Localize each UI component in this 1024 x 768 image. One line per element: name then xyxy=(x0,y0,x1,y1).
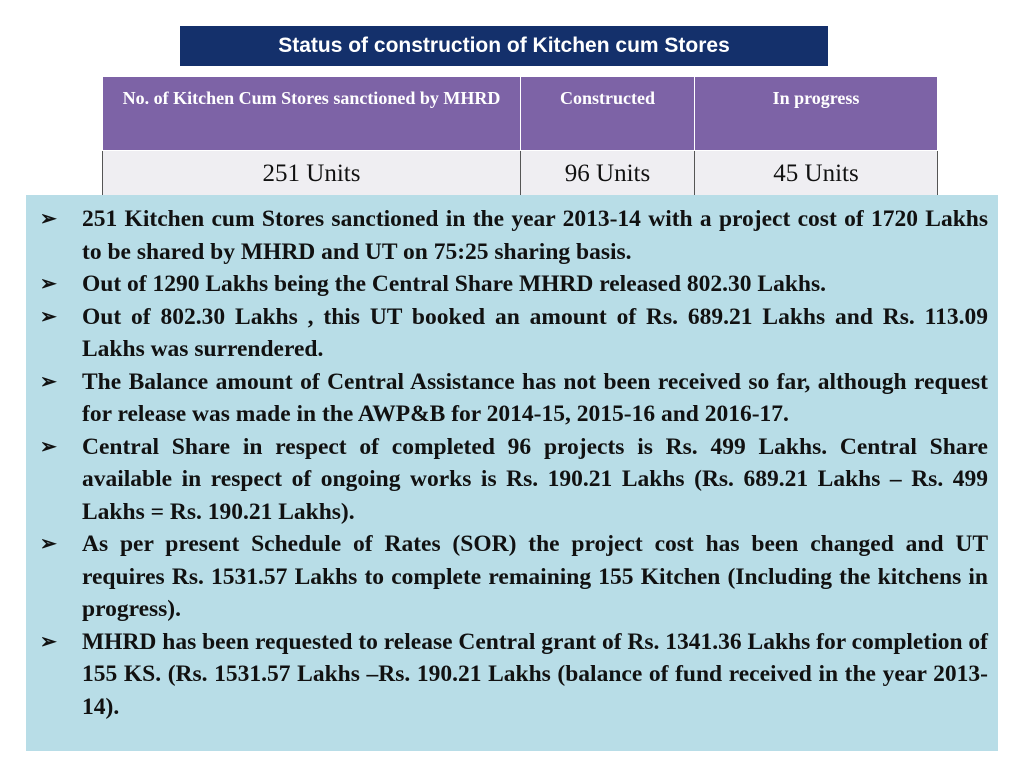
page-title: Status of construction of Kitchen cum Stores xyxy=(180,26,828,66)
arrowhead-bullet-icon: ➢ xyxy=(40,435,57,458)
bullet-list xyxy=(40,203,988,723)
list-item-text: Out of 802.30 Lakhs , this UT booked an amount of Rs. 689.21 Lakhs and Rs. 113.09 Lakhs was surrendered. xyxy=(82,303,988,362)
arrowhead-bullet-icon: ➢ xyxy=(40,630,57,653)
list-item-text: Out of 1290 Lakhs being the Central Share MHRD released 802.30 Lakhs. xyxy=(82,271,826,297)
header-constructed: Constructed xyxy=(521,77,695,151)
arrowhead-bullet-icon: ➢ xyxy=(40,305,57,328)
header-sanctioned: No. of Kitchen Cum Stores sanctioned by MHRD xyxy=(103,77,521,151)
list-item xyxy=(40,301,988,366)
arrowhead-bullet-icon: ➢ xyxy=(40,273,57,295)
header-in-progress: In progress xyxy=(695,77,938,151)
cell-in-progress: 45 Units xyxy=(695,151,938,198)
arrowhead-bullet-icon: ➢ xyxy=(40,208,57,230)
arrowhead-bullet-icon: ➢ xyxy=(40,533,57,555)
arrowhead-bullet-icon: ➢ xyxy=(40,370,57,393)
list-item-text: 251 Kitchen cum Stores sanctioned in the year 2013-14 with a project cost of 1720 Lakhs to be shared by MHRD and UT on 75:25 sharing basis. xyxy=(82,206,988,265)
list-item-text: As per present Schedule of Rates (SOR) the project cost has been changed and UT requires Rs. 1531.57 Lakhs to complete remaining 155 Kitchen (Including the kitchens in progress). xyxy=(82,531,988,622)
status-table xyxy=(102,76,938,198)
list-item xyxy=(40,431,988,529)
list-item xyxy=(40,366,988,431)
cell-constructed: 96 Units xyxy=(521,151,695,198)
cell-sanctioned: 251 Units xyxy=(103,151,521,198)
table-row xyxy=(103,151,938,198)
list-item xyxy=(40,626,988,724)
list-item xyxy=(40,203,988,268)
list-item xyxy=(40,528,988,626)
list-item-text: Central Share in respect of completed 96 projects is Rs. 499 Lakhs. Central Share available in respect of ongoing works is Rs. 190.21 Lakhs (Rs. 689.21 Lakhs – Rs. 499 Lakhs = Rs. 190.21 Lakhs). xyxy=(82,433,988,525)
list-item-text: The Balance amount of Central Assistance has not been received so far, although request for release was made in the AWP&B for 2014-15, 2015-16 and 2016-17. xyxy=(82,368,988,427)
notes-panel xyxy=(26,195,998,751)
table-header-row xyxy=(103,77,938,151)
list-item xyxy=(40,268,988,301)
list-item-text: MHRD has been requested to release Central grant of Rs. 1341.36 Lakhs for completion of 155 KS. (Rs. 1531.57 Lakhs –Rs. 190.21 Lakhs (balance of fund received in the year 2013-14). xyxy=(82,628,988,720)
